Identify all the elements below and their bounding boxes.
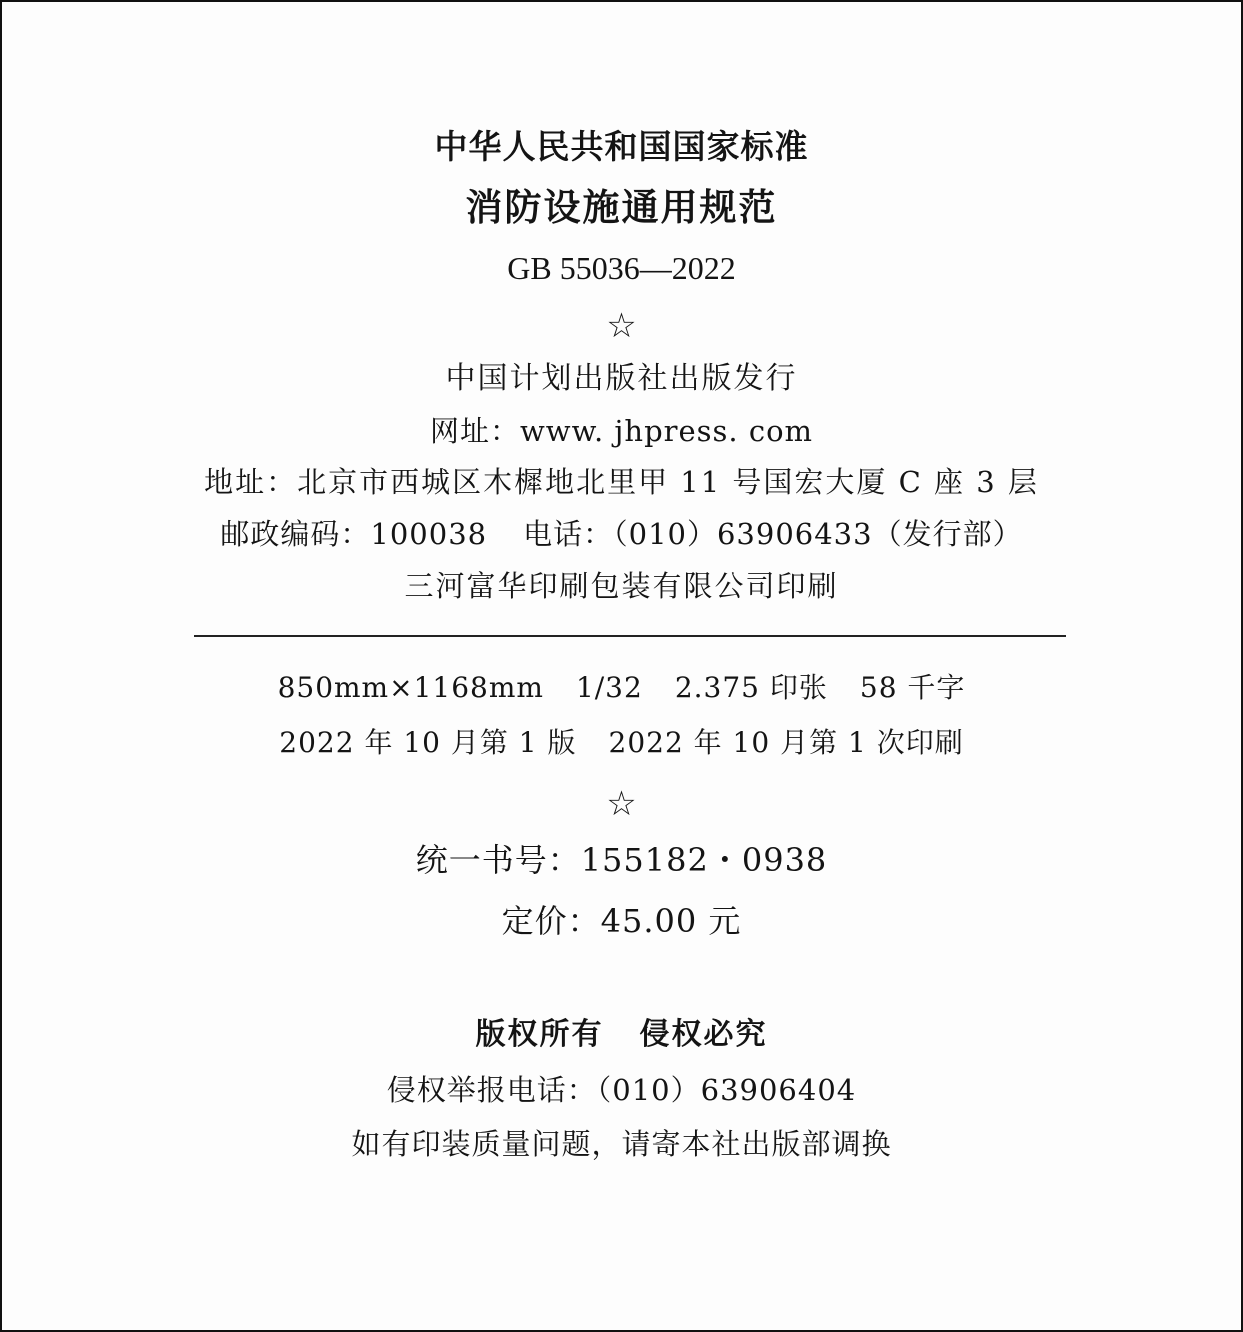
star-ornament-icon: ☆ <box>606 306 637 346</box>
sheets: 2.375 印张 <box>674 671 828 704</box>
fold: 1/32 <box>575 671 643 704</box>
printing: 2022 年 10 月第 1 次印刷 <box>608 726 964 759</box>
printer-line: 三河富华印刷包装有限公司印刷 <box>404 569 839 603</box>
address-line: 地址：北京市西城区木樨地北里甲 11 号国宏大厦 C 座 3 层 <box>204 465 1039 499</box>
star-ornament-icon: ☆ <box>606 784 637 824</box>
infringement-report-line: 侵权举报电话：（010）63906404 <box>386 1073 857 1107</box>
word-count: 58 千字 <box>859 671 966 704</box>
phone-number: 电话：（010）63906433（发行部） <box>523 517 1023 551</box>
website-line: 网址：www. jhpress. com <box>429 414 814 448</box>
piracy-notice: 侵权必究 <box>639 1017 768 1052</box>
price: 定价：45.00 元 <box>501 902 742 940</box>
standard-label: 中华人民共和国国家标准 <box>434 127 809 166</box>
format: 850mm×1168mm <box>277 671 544 704</box>
postal-phone-line <box>2 517 1241 551</box>
copyright-line <box>2 1017 1241 1052</box>
book-number: 统一书号：155182・0938 <box>415 841 828 879</box>
standard-code: GB 55036—2022 <box>507 250 736 286</box>
postal-code: 邮政编码：100038 <box>220 517 488 551</box>
specs-line <box>2 671 1241 704</box>
divider-rule <box>194 635 1066 637</box>
edition-line <box>2 726 1241 759</box>
copyright-notice: 版权所有 <box>475 1017 604 1052</box>
publisher-line: 中国计划出版社出版发行 <box>445 361 798 396</box>
book-title: 消防设施通用规范 <box>465 186 778 229</box>
edition: 2022 年 10 月第 1 版 <box>279 726 577 759</box>
quality-note-line: 如有印装质量问题，请寄本社出版部调换 <box>351 1127 892 1161</box>
